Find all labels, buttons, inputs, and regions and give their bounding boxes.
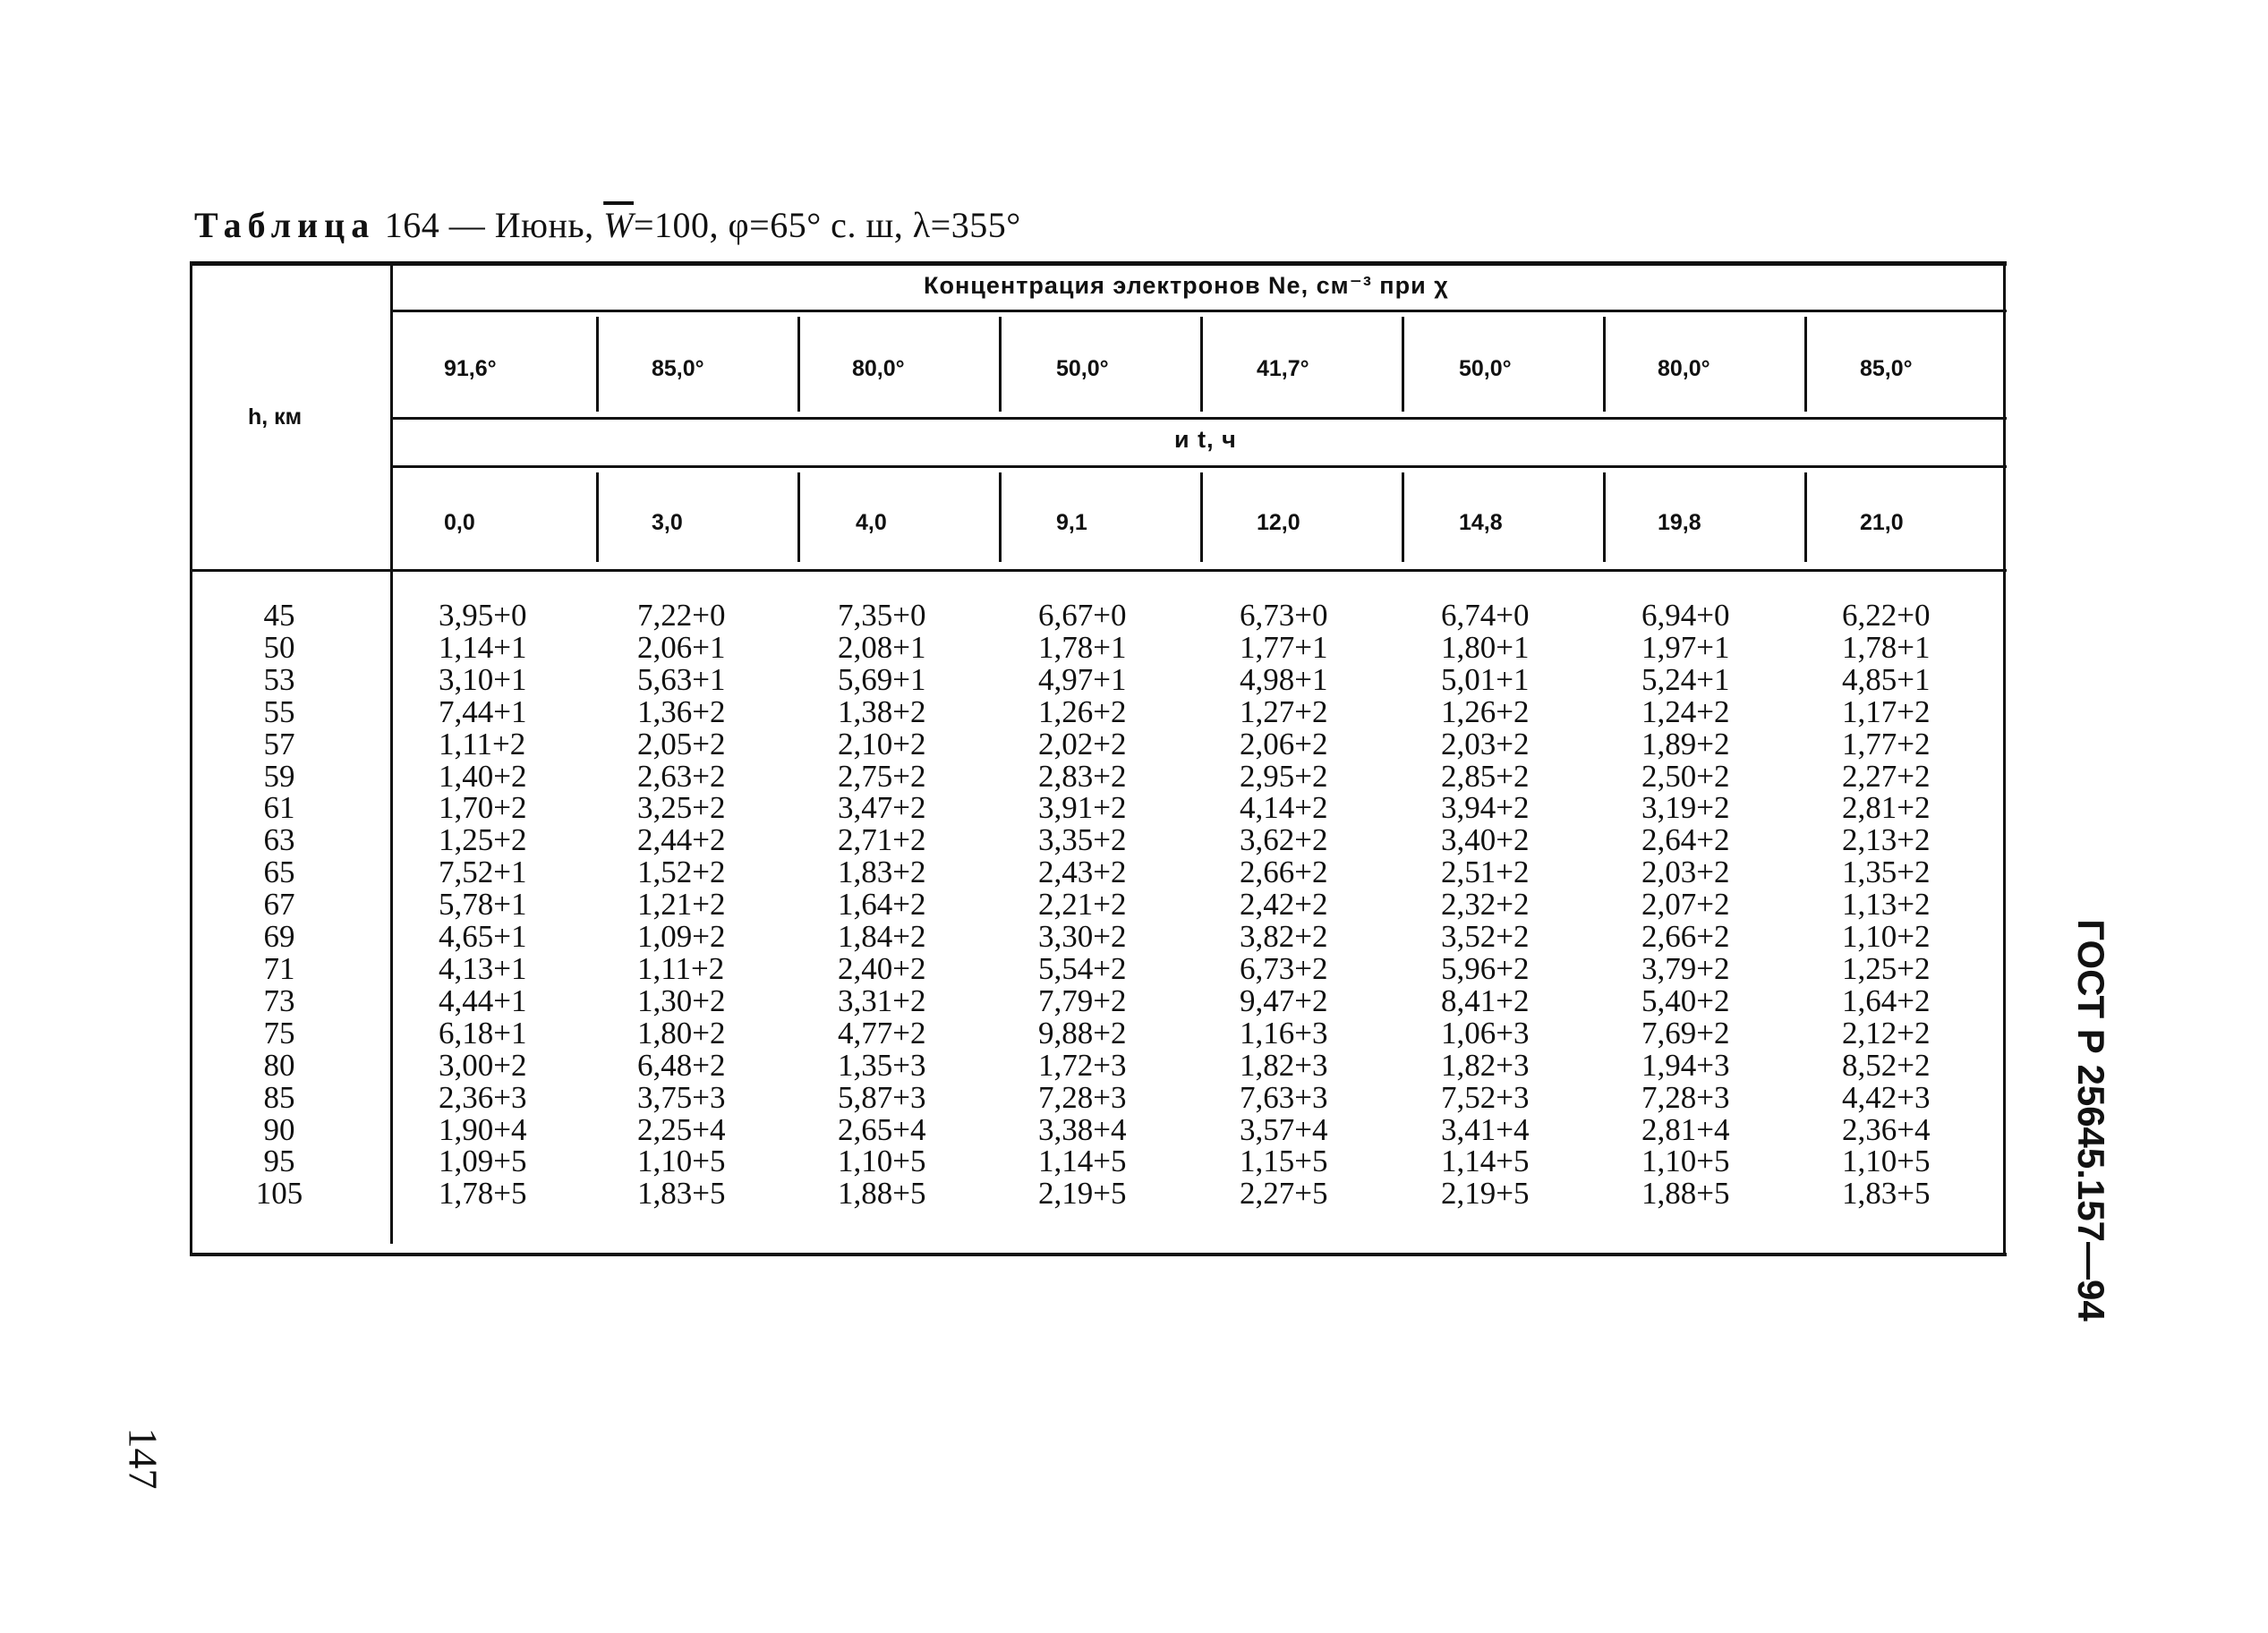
table-cell: 1,83+2 [838,855,926,890]
table-cell: 2,36+4 [1842,1111,1931,1147]
height-cell: 95 [263,1144,295,1179]
height-cell: 53 [263,661,295,697]
table-cell: 5,01+1 [1441,661,1530,697]
caption-text: 164 — Июнь, [375,205,604,245]
table-cell: 1,70+2 [439,790,527,826]
value-column [1842,600,1931,1210]
table-cell: 1,80+2 [637,1015,726,1050]
table-cell: 1,24+2 [1641,693,1730,729]
table-cell: 5,78+1 [439,887,527,923]
table-cell: 1,40+2 [439,758,527,794]
height-cell: 69 [263,919,295,955]
height-cell: 73 [263,982,295,1018]
t-title-rule [392,465,2007,468]
table-cell: 1,10+5 [1842,1144,1931,1179]
chi-value: 85,0° [652,356,704,381]
table-cell: 1,94+3 [1641,1047,1730,1083]
table-cell: 6,67+0 [1038,598,1127,633]
height-cell: 90 [263,1111,295,1147]
table-cell: 2,36+3 [439,1079,527,1115]
table-cell: 3,94+2 [1441,790,1530,826]
table-cell: 2,42+2 [1240,887,1328,923]
time-span-header: и t, ч [1174,426,1237,453]
table-cell: 2,27+5 [1240,1176,1328,1212]
table-cell: 1,09+5 [439,1144,527,1179]
table-cell: 2,81+2 [1842,790,1931,826]
table-cell: 1,77+1 [1240,629,1328,665]
table-cell: 2,85+2 [1441,758,1530,794]
table-cell: 5,96+2 [1441,950,1530,986]
table-cell: 1,10+2 [1842,919,1931,955]
t-divider-3 [999,472,1002,562]
table-cell: 1,97+1 [1641,629,1730,665]
table-cell: 4,65+1 [439,919,527,955]
table-cell: 1,16+3 [1240,1015,1328,1050]
table-bottom-rule [190,1253,2007,1256]
value-column [1441,600,1530,1210]
table-cell: 6,74+0 [1441,598,1530,633]
table-cell: 3,00+2 [439,1047,527,1083]
table-cell: 7,22+0 [637,598,726,633]
table-cell: 1,14+5 [1441,1144,1530,1179]
table-cell: 9,88+2 [1038,1015,1127,1050]
table-cell: 2,25+4 [637,1111,726,1147]
table-cell: 7,28+3 [1038,1079,1127,1115]
table-cell: 4,14+2 [1240,790,1328,826]
table-cell: 2,19+5 [1038,1176,1127,1212]
height-cell: 57 [263,726,295,761]
height-cell: 55 [263,693,295,729]
t-divider-4 [1200,472,1203,562]
chi-divider-4 [1200,317,1203,412]
height-cell: 63 [263,822,295,858]
table-cell: 5,40+2 [1641,982,1730,1018]
table-cell: 1,27+2 [1240,693,1328,729]
table-cell: 7,44+1 [439,693,527,729]
table-cell: 2,06+2 [1240,726,1328,761]
table-cell: 5,24+1 [1641,661,1730,697]
t-divider-6 [1603,472,1606,562]
table-cell: 1,13+2 [1842,887,1931,923]
table-cell: 1,64+2 [1842,982,1931,1018]
table-cell: 7,79+2 [1038,982,1127,1018]
chi-value: 50,0° [1056,356,1109,381]
chi-value: 85,0° [1860,356,1913,381]
t-divider-7 [1804,472,1807,562]
table-cell: 1,52+2 [637,855,726,890]
table-cell: 1,26+2 [1441,693,1530,729]
chi-value: 50,0° [1459,356,1512,381]
t-value: 0,0 [444,510,475,535]
table-cell: 2,06+1 [637,629,726,665]
table-cell: 2,50+2 [1641,758,1730,794]
table-cell: 3,19+2 [1641,790,1730,826]
header-bottom-rule [190,569,2007,572]
table-left-rule [190,261,192,1256]
table-cell: 4,98+1 [1240,661,1328,697]
t-divider-5 [1402,472,1404,562]
height-column-header: h, км [248,404,303,430]
table-cell: 5,54+2 [1038,950,1127,986]
span-title-rule [392,310,2007,312]
table-cell: 1,06+3 [1441,1015,1530,1050]
table-cell: 5,69+1 [838,661,926,697]
table-cell: 1,09+2 [637,919,726,955]
table-cell: 2,03+2 [1441,726,1530,761]
table-cell: 2,08+1 [838,629,926,665]
table-cell: 1,64+2 [838,887,926,923]
table-cell: 1,83+5 [637,1176,726,1212]
table-cell: 2,13+2 [1842,822,1931,858]
table-cell: 5,87+3 [838,1079,926,1115]
table-cell: 7,28+3 [1641,1079,1730,1115]
table-cell: 2,44+2 [637,822,726,858]
table-cell: 1,14+1 [439,629,527,665]
table-cell: 7,63+3 [1240,1079,1328,1115]
t-value: 12,0 [1257,510,1300,535]
table-cell: 7,69+2 [1641,1015,1730,1050]
height-cell: 105 [255,1176,303,1212]
table-cell: 3,25+2 [637,790,726,826]
table-cell: 2,03+2 [1641,855,1730,890]
table-cell: 1,15+5 [1240,1144,1328,1179]
table-cell: 6,73+0 [1240,598,1328,633]
table-cell: 1,38+2 [838,693,926,729]
height-cell: 75 [263,1015,295,1050]
table-cell: 4,77+2 [838,1015,926,1050]
table-cell: 3,40+2 [1441,822,1530,858]
height-cell: 80 [263,1047,295,1083]
height-cell: 85 [263,1079,295,1115]
table-cell: 1,78+1 [1842,629,1931,665]
chi-row-rule [392,417,2007,420]
concentration-span-header: Концентрация электронов Ne, см⁻³ при χ [924,272,1449,299]
table-cell: 3,75+3 [637,1079,726,1115]
standard-designation: ГОСТ Р 25645.157—94 [2070,919,2112,1322]
table-cell: 1,25+2 [439,822,527,858]
height-cell: 71 [263,950,295,986]
table-cell: 2,19+5 [1441,1176,1530,1212]
table-cell: 3,91+2 [1038,790,1127,826]
value-column [1038,600,1127,1210]
table-cell: 2,05+2 [637,726,726,761]
table-cell: 2,71+2 [838,822,926,858]
table-cell: 1,35+3 [838,1047,926,1083]
table-cell: 1,72+3 [1038,1047,1127,1083]
table-cell: 1,84+2 [838,919,926,955]
table-cell: 3,47+2 [838,790,926,826]
table-cell: 4,42+3 [1842,1079,1931,1115]
table-cell: 2,32+2 [1441,887,1530,923]
table-cell: 6,22+0 [1842,598,1931,633]
value-column [439,600,527,1210]
t-divider-1 [596,472,599,562]
table-cell: 2,02+2 [1038,726,1127,761]
chi-divider-7 [1804,317,1807,412]
t-value: 14,8 [1459,510,1503,535]
height-cell: 65 [263,855,295,890]
table-cell: 2,27+2 [1842,758,1931,794]
table-cell: 1,10+5 [637,1144,726,1179]
t-value: 21,0 [1860,510,1904,535]
table-cell: 1,10+5 [838,1144,926,1179]
table-cell: 2,40+2 [838,950,926,986]
t-value: 9,1 [1056,510,1087,535]
table-cell: 1,17+2 [1842,693,1931,729]
caption-w-symbol: $\overline{W}$ [603,205,634,245]
table-cell: 7,52+1 [439,855,527,890]
chi-divider-3 [999,317,1002,412]
table-cell: 3,95+0 [439,598,527,633]
table-cell: 7,35+0 [838,598,926,633]
table-cell: 1,10+5 [1641,1144,1730,1179]
height-cell: 67 [263,887,295,923]
table-cell: 2,65+4 [838,1111,926,1147]
table-right-rule [2003,261,2006,1256]
table-cell: 2,75+2 [838,758,926,794]
table-cell: 1,35+2 [1842,855,1931,890]
t-value: 4,0 [856,510,887,535]
table-cell: 2,81+4 [1641,1111,1730,1147]
caption-parameters: =100, φ=65° с. ш, λ=355° [633,205,1021,245]
table-cell: 1,21+2 [637,887,726,923]
table-cell: 1,80+1 [1441,629,1530,665]
table-cell: 2,07+2 [1641,887,1730,923]
t-value: 19,8 [1658,510,1701,535]
table-cell: 3,31+2 [838,982,926,1018]
table-cell: 5,63+1 [637,661,726,697]
table-cell: 3,38+4 [1038,1111,1127,1147]
height-column [252,600,306,1210]
table-cell: 1,26+2 [1038,693,1127,729]
table-cell: 1,90+4 [439,1111,527,1147]
chi-value: 91,6° [444,356,497,381]
table-caption [194,204,1021,246]
table-cell: 2,63+2 [637,758,726,794]
table-cell: 2,21+2 [1038,887,1127,923]
table-cell: 2,12+2 [1842,1015,1931,1050]
table-cell: 9,47+2 [1240,982,1328,1018]
table-cell: 1,83+5 [1842,1176,1931,1212]
table-cell: 1,78+1 [1038,629,1127,665]
table-cell: 2,10+2 [838,726,926,761]
table-cell: 4,44+1 [439,982,527,1018]
table-cell: 1,36+2 [637,693,726,729]
chi-divider-6 [1603,317,1606,412]
height-column-rule [390,261,393,1244]
table-cell: 2,64+2 [1641,822,1730,858]
height-cell: 61 [263,790,295,826]
table-cell: 1,25+2 [1842,950,1931,986]
chi-divider-2 [797,317,800,412]
table-cell: 3,30+2 [1038,919,1127,955]
table-cell: 4,13+1 [439,950,527,986]
chi-value: 80,0° [852,356,905,381]
table-cell: 7,52+3 [1441,1079,1530,1115]
value-column [637,600,726,1210]
table-cell: 1,11+2 [439,726,526,761]
t-value: 3,0 [652,510,683,535]
table-cell: 2,43+2 [1038,855,1127,890]
table-cell: 6,73+2 [1240,950,1328,986]
table-cell: 1,11+2 [637,950,725,986]
table-cell: 2,95+2 [1240,758,1328,794]
height-cell: 50 [263,629,295,665]
table-cell: 3,10+1 [439,661,527,697]
table-cell: 2,66+2 [1641,919,1730,955]
table-cell: 1,82+3 [1240,1047,1328,1083]
table-cell: 2,83+2 [1038,758,1127,794]
table-cell: 2,51+2 [1441,855,1530,890]
table-cell: 8,52+2 [1842,1047,1931,1083]
page-number: 147 [120,1427,166,1490]
caption-prefix: Таблица [194,205,376,245]
chi-divider-5 [1402,317,1404,412]
table-cell: 3,57+4 [1240,1111,1328,1147]
value-column [838,600,926,1210]
table-cell: 3,52+2 [1441,919,1530,955]
table-cell: 6,18+1 [439,1015,527,1050]
table-cell: 1,30+2 [637,982,726,1018]
table-cell: 1,88+5 [838,1176,926,1212]
chi-divider-1 [596,317,599,412]
table-cell: 2,66+2 [1240,855,1328,890]
table-cell: 3,79+2 [1641,950,1730,986]
table-cell: 4,85+1 [1842,661,1931,697]
table-cell: 6,48+2 [637,1047,726,1083]
table-cell: 1,77+2 [1842,726,1931,761]
table-top-rule [190,261,2007,266]
chi-value: 41,7° [1257,356,1309,381]
height-cell: 45 [263,598,295,633]
table-cell: 1,88+5 [1641,1176,1730,1212]
value-column [1641,600,1730,1210]
height-cell: 59 [263,758,295,794]
value-column [1240,600,1328,1210]
t-divider-2 [797,472,800,562]
table-cell: 6,94+0 [1641,598,1730,633]
table-cell: 4,97+1 [1038,661,1127,697]
table-cell: 8,41+2 [1441,982,1530,1018]
table-cell: 1,78+5 [439,1176,527,1212]
table-cell: 1,82+3 [1441,1047,1530,1083]
table-cell: 3,41+4 [1441,1111,1530,1147]
table-cell: 1,89+2 [1641,726,1730,761]
table-cell: 3,82+2 [1240,919,1328,955]
table-cell: 1,14+5 [1038,1144,1127,1179]
chi-value: 80,0° [1658,356,1710,381]
table-cell: 3,35+2 [1038,822,1127,858]
table-cell: 3,62+2 [1240,822,1328,858]
